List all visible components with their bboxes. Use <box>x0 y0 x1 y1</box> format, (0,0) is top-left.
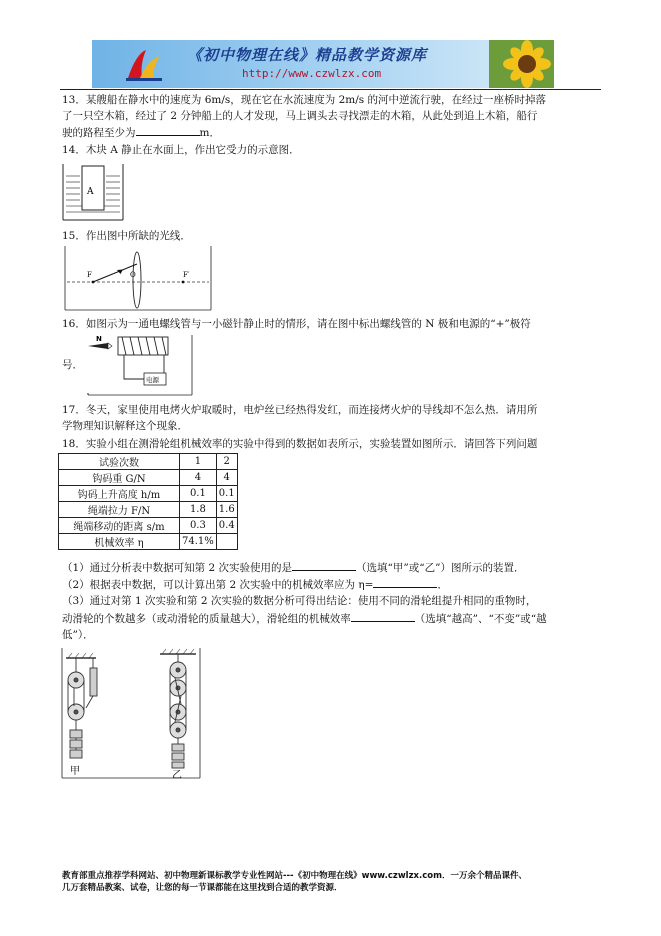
pulley-setup-jia <box>66 653 97 758</box>
table-row <box>59 518 238 534</box>
q16-needle-n-label: N <box>96 335 102 343</box>
q18-sub2-start: （2）根据表中数据，可以计算出第 2 次实验中的机械效率应为 η= <box>62 579 374 591</box>
page-footer <box>62 870 527 894</box>
q18-data-table <box>58 453 238 550</box>
sunflower-icon <box>489 40 554 88</box>
q16-line2: 号． <box>62 359 83 371</box>
table-row <box>59 486 238 502</box>
q18-pulley-figure <box>62 648 202 780</box>
q15-optical-center-label: O <box>130 271 136 279</box>
q18-sub3-line3: 低”）． <box>62 629 94 641</box>
table-cell: 1.8 <box>180 502 217 518</box>
table-row <box>59 470 238 486</box>
q18-sub2-end: ． <box>437 579 448 591</box>
table-cell: 钩码上升高度 h/m <box>59 486 180 502</box>
table-cell: 0.3 <box>180 518 217 534</box>
q18-sub3-start: 动滑轮的个数越多（或动滑轮的质量越大），滑轮组的机械效率 <box>62 613 351 625</box>
q14-water-container-figure <box>62 162 124 222</box>
q18-intro: 18．实验小组在测滑轮组机械效率的实验中得到的数据如表所示，实验装置如图所示．请回答下列问题 <box>62 438 538 450</box>
table-cell: 钩码重 G/N <box>59 470 180 486</box>
header-banner <box>92 40 554 88</box>
q18-sub1-answer-blank[interactable] <box>292 560 356 571</box>
banner-url[interactable]: http://www.czwlzx.com <box>242 67 382 80</box>
q17-line1: 17．冬天，家里使用电烤火炉取暖时，电炉丝已经热得发红，而连接烤火炉的导线却不怎么热．请用所 <box>62 404 538 416</box>
table-cell: 0.1 <box>180 486 217 502</box>
q18-sub3-line1: （3）通过对第 1 次实验和第 2 次实验的数据分析可得出结论：使用不同的滑轮组提升相同的重物时， <box>62 595 537 607</box>
q16-line1: 16．如图示为一通电螺线管与一小磁针静止时的情形，请在图中标出螺线管的 N 极和电源的“+”极符 <box>62 318 531 330</box>
table-header-cell: 试验次数 <box>59 454 180 470</box>
table-cell: 4 <box>216 470 237 486</box>
table-cell: 74.1% <box>180 534 217 550</box>
table-cell: 0.4 <box>216 518 237 534</box>
table-header-cell: 2 <box>216 454 237 470</box>
q14-text: 14．木块 A 静止在水面上，作出它受力的示意图． <box>62 144 300 156</box>
label-yi: 乙 <box>172 770 182 781</box>
pulley-setup-yi <box>160 649 196 768</box>
q18-sub2 <box>62 577 448 593</box>
table-cell: 4 <box>180 470 217 486</box>
table-cell: 1.6 <box>216 502 237 518</box>
q18-sub1 <box>62 560 525 576</box>
q13-answer-blank[interactable] <box>136 125 200 136</box>
footer-line2: 几万套精品教案、试卷，让您的每一节课都能在这里找到合适的教学资源． <box>62 883 343 893</box>
label-jia: 甲 <box>70 766 80 777</box>
q17-line2: 学物理知识解释这个现象． <box>62 420 188 432</box>
header-rule <box>60 89 601 90</box>
q15-focal-left-label: F <box>87 271 92 279</box>
q14-block-label: A <box>87 187 94 197</box>
footer-line1: 教育部重点推荐学科网站、初中物理新课标教学专业性网站---《初中物理在线》www.czwlzx.com．一万余个精品课件、 <box>62 871 527 881</box>
q18-sub3-line2 <box>62 611 547 627</box>
q16-power-source-label: 电源 <box>146 376 159 384</box>
q18-sub3-end: （选填“越高”、“不变”或“越 <box>414 613 547 625</box>
q18-sub1-start: （1）通过分析表中数据可知第 2 次实验使用的是 <box>62 562 293 574</box>
q18-sub1-end: （选填“甲”或“乙”）图所示的装置． <box>356 562 525 574</box>
table-header-cell: 1 <box>180 454 217 470</box>
table-cell: 0.1 <box>216 486 237 502</box>
efficiency-answer-cell[interactable] <box>216 534 237 550</box>
table-cell: 绳端拉力 F/N <box>59 502 180 518</box>
q15-text: 15．作出图中所缺的光线． <box>62 230 191 242</box>
site-logo-icon <box>122 44 166 84</box>
q15-focal-right-label: F′ <box>183 271 190 279</box>
q13-line3 <box>62 125 220 141</box>
q18-sub3-answer-blank[interactable] <box>351 611 415 622</box>
table-cell: 绳端移动的距离 s/m <box>59 518 180 534</box>
q13-line1: 13．某艘船在静水中的速度为 6m/s，现在它在水流速度为 2m/s 的河中逆流行驶，在经过一座桥时掉落 <box>62 94 546 106</box>
q13-line2: 了一只空木箱，经过了 2 分钟船上的人才发现，马上调头去寻找漂走的木箱，从此处到追上木箱，船行 <box>62 110 538 122</box>
q15-lens-figure <box>65 246 213 312</box>
table-header-row <box>59 454 238 470</box>
q13-line3-start: 驶的路程至少为 <box>62 127 136 139</box>
q18-sub2-answer-blank[interactable] <box>373 577 437 588</box>
table-row <box>59 534 238 550</box>
q13-line3-end: m． <box>199 127 220 139</box>
table-row <box>59 502 238 518</box>
table-cell: 机械效率 η <box>59 534 180 550</box>
banner-title: 《初中物理在线》精品教学资源库 <box>187 46 428 64</box>
q16-solenoid-figure <box>88 335 194 397</box>
